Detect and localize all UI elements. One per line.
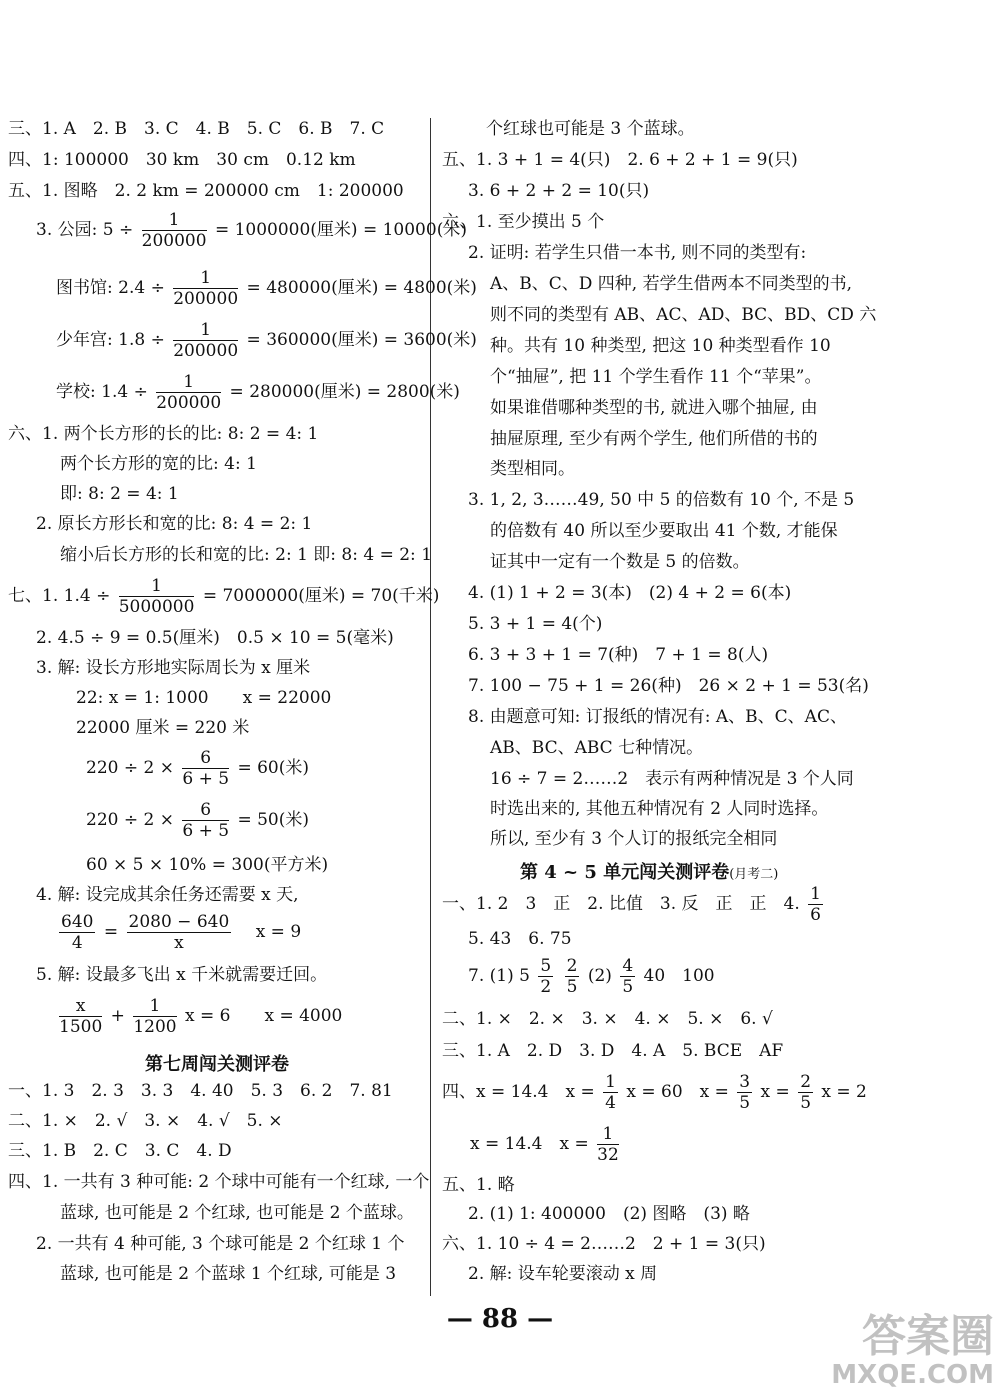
answer-line: 类型相同。 bbox=[490, 459, 575, 479]
numerator: 1 bbox=[173, 320, 238, 341]
expr-text: x = 6 x = 4000 bbox=[185, 1006, 343, 1026]
answer-line-fraction bbox=[56, 996, 342, 1037]
denominator: x bbox=[174, 933, 184, 953]
denominator: 32 bbox=[597, 1145, 619, 1165]
answer-line-fraction bbox=[86, 800, 309, 841]
numerator: 1 bbox=[173, 268, 238, 289]
answer-line: 所以, 至少有 3 个人订的报纸完全相同 bbox=[490, 829, 778, 849]
answer-line-fraction bbox=[8, 576, 439, 617]
answer-line: 种。共有 10 种类型, 把这 10 种类型看作 10 bbox=[490, 336, 831, 356]
answer-line: 二、1. × 2. √ 3. × 4. √ 5. × bbox=[8, 1111, 283, 1131]
numerator: 640 bbox=[61, 912, 94, 932]
denominator: 6 + 5 bbox=[182, 821, 230, 841]
answer-line: 三、1. A 2. B 3. C 4. B 5. C 6. B 7. C bbox=[8, 119, 385, 139]
answer-line: AB、BC、ABC 七种情况。 bbox=[490, 738, 704, 758]
heading-note: (月考二) bbox=[729, 867, 779, 882]
answer-line-fraction bbox=[56, 320, 477, 361]
answer-line: 22000 厘米 = 220 米 bbox=[76, 718, 250, 738]
answer-line: 三、1. A 2. D 3. D 4. A 5. BCE AF bbox=[442, 1041, 784, 1061]
expr-text: 七、1. 1.4 ÷ bbox=[8, 586, 111, 606]
answer-line: 5. 43 6. 75 bbox=[468, 929, 572, 949]
expr-text: 图书馆: 2.4 ÷ bbox=[56, 278, 165, 298]
expr-text: 3. 公园: 5 ÷ bbox=[36, 220, 134, 240]
expr-text: 学校: 1.4 ÷ bbox=[56, 382, 148, 402]
numerator: 2080 − 640 bbox=[128, 912, 230, 932]
fraction bbox=[173, 320, 238, 361]
watermark-logo bbox=[824, 1300, 994, 1390]
expr-text: = 60(米) bbox=[237, 758, 310, 778]
answer-line: 7. 100 − 75 + 1 = 26(种) 26 × 2 + 1 = 53(名) bbox=[468, 676, 869, 696]
answer-line: 六、1. 至少摸出 5 个 bbox=[442, 212, 605, 232]
answer-line-fraction bbox=[442, 884, 826, 925]
fraction bbox=[737, 1072, 752, 1113]
fraction bbox=[603, 1072, 618, 1113]
answer-line: 蓝球, 也可能是 2 个红球, 也可能是 2 个蓝球。 bbox=[60, 1203, 414, 1223]
answer-line-fraction bbox=[470, 1124, 622, 1165]
answer-line-fraction bbox=[36, 210, 467, 251]
numerator: 2 bbox=[800, 1072, 812, 1092]
denominator: 6 + 5 bbox=[182, 769, 230, 789]
answer-line-fraction bbox=[56, 912, 301, 953]
fraction bbox=[173, 268, 238, 309]
fraction bbox=[808, 884, 823, 925]
expr-text: 220 ÷ 2 × bbox=[86, 810, 174, 830]
numerator: 1 bbox=[133, 996, 176, 1017]
numerator: 2 bbox=[566, 956, 578, 976]
answer-line: 抽屉原理, 至少有两个学生, 他们所借的书的 bbox=[490, 429, 818, 449]
answer-line: 8. 由题意可知: 订报纸的情况有: A、B、C、AC、 bbox=[468, 707, 847, 727]
expr-text: = 280000(厘米) = 2800(米) bbox=[229, 382, 460, 402]
fraction bbox=[620, 956, 635, 997]
expr-text: = 360000(厘米) = 3600(米) bbox=[246, 330, 477, 350]
numerator: 1 bbox=[142, 210, 207, 231]
answer-line-fraction bbox=[442, 1072, 867, 1113]
answer-line: 个红球也可能是 3 个蓝球。 bbox=[486, 119, 695, 139]
denominator: 5 bbox=[622, 977, 634, 997]
denominator: 6 bbox=[810, 905, 821, 925]
numerator: 3 bbox=[739, 1072, 751, 1092]
answer-line: 五、1. 略 bbox=[442, 1175, 515, 1195]
answer-line: 四、1. 一共有 3 种可能: 2 个球中可能有一个红球, 一个 bbox=[8, 1172, 430, 1192]
denominator: 4 bbox=[605, 1093, 616, 1113]
answer-line: 一、1. 3 2. 3 3. 3 4. 40 5. 3 6. 2 7. 81 bbox=[8, 1081, 393, 1101]
answer-line: 二、1. × 2. × 3. × 4. × 5. × 6. √ bbox=[442, 1009, 773, 1029]
answer-line: 个“抽屉”, 把 11 个学生看作 11 个“苹果”。 bbox=[490, 367, 822, 387]
section-heading: 第七周闯关测评卷 bbox=[145, 1054, 289, 1075]
numerator: 1 bbox=[597, 1124, 619, 1145]
answer-line-fraction bbox=[86, 748, 309, 789]
answer-line: 两个长方形的宽的比: 4: 1 bbox=[60, 454, 257, 474]
numerator: 1 bbox=[119, 576, 195, 597]
answer-line: 4. (1) 1 + 2 = 3(本) (2) 4 + 2 = 6(本) bbox=[468, 583, 792, 603]
answer-line: 五、1. 图略 2. 2 km = 200000 cm 1: 200000 bbox=[8, 181, 404, 201]
answer-line: A、B、C、D 四种, 若学生借两本不同类型的书, bbox=[490, 274, 853, 294]
numerator: 5 bbox=[540, 956, 552, 976]
denominator: 5 bbox=[739, 1093, 751, 1113]
denominator: 2 bbox=[540, 977, 552, 997]
answer-line: 缩小后长方形的长和宽的比: 2: 1 即: 8: 4 = 2: 1 bbox=[60, 545, 433, 565]
answer-line-fraction bbox=[468, 956, 715, 997]
denominator: 1500 bbox=[59, 1017, 103, 1037]
expr-text: 四、x = 14.4 x = bbox=[442, 1082, 595, 1102]
expr-text: 220 ÷ 2 × bbox=[86, 758, 174, 778]
expr-text: = 50(米) bbox=[237, 810, 310, 830]
numerator: 6 bbox=[182, 748, 229, 769]
expr-text: x = 14.4 x = bbox=[470, 1134, 589, 1154]
fraction bbox=[597, 1124, 619, 1165]
denominator: 1200 bbox=[133, 1017, 177, 1037]
fraction bbox=[119, 576, 195, 617]
expr-text: = 480000(厘米) = 4800(米) bbox=[246, 278, 477, 298]
watermark-text: 答案圈 bbox=[862, 1311, 994, 1362]
denominator: 4 bbox=[71, 933, 83, 953]
answer-line: 六、1. 两个长方形的长的比: 8: 2 = 4: 1 bbox=[8, 424, 319, 444]
expr-text: 一、1. 2 3 正 2. 比值 3. 反 正 正 4. bbox=[442, 894, 800, 914]
answer-line: 2. (1) 1: 400000 (2) 图略 (3) 略 bbox=[468, 1204, 750, 1224]
answer-line: 如果谁借哪种类型的书, 就进入哪个抽屉, 由 bbox=[490, 398, 818, 418]
answer-line-fraction bbox=[56, 268, 477, 309]
numerator: 6 bbox=[182, 800, 229, 821]
answer-line: 则不同的类型有 AB、AC、AD、BC、BD、CD 六 bbox=[490, 305, 877, 325]
answer-line: 4. 解: 设完成其余任务还需要 x 天, bbox=[36, 885, 299, 905]
answer-line: 60 × 5 × 10% = 300(平方米) bbox=[86, 855, 329, 875]
expr-text: 40 100 bbox=[643, 966, 715, 986]
fraction bbox=[565, 956, 580, 997]
denominator: 5 bbox=[566, 977, 578, 997]
answer-line: 16 ÷ 7 = 2……2 表示有两种情况是 3 个人同 bbox=[490, 769, 854, 789]
answer-line: 6. 3 + 3 + 1 = 7(种) 7 + 1 = 8(人) bbox=[468, 645, 769, 665]
numerator: 1 bbox=[605, 1072, 616, 1092]
numerator: 1 bbox=[810, 884, 821, 904]
fraction bbox=[59, 912, 95, 953]
answer-line: 蓝球, 也可能是 2 个蓝球 1 个红球, 可能是 3 bbox=[60, 1264, 397, 1284]
section-heading bbox=[520, 858, 778, 884]
answer-line: 22: x = 1: 1000 x = 22000 bbox=[76, 688, 332, 708]
fraction bbox=[133, 996, 176, 1037]
denominator: 5 bbox=[800, 1093, 812, 1113]
answer-line: 时选出来的, 其他五种情况有 2 人同时选择。 bbox=[490, 799, 829, 819]
answer-line-fraction bbox=[56, 372, 460, 413]
answer-line: 3. 解: 设长方形地实际周长为 x 厘米 bbox=[36, 658, 311, 678]
answer-line: 四、1: 100000 30 km 30 cm 0.12 km bbox=[8, 150, 356, 170]
numerator: 1 bbox=[156, 372, 221, 393]
page-number: — 88 — bbox=[446, 1304, 554, 1334]
expr-text: 7. (1) 5 bbox=[468, 966, 530, 986]
answer-line: 三、1. B 2. C 3. C 4. D bbox=[8, 1141, 232, 1161]
answer-line: 2. 原长方形长和宽的比: 8: 4 = 2: 1 bbox=[36, 514, 313, 534]
fraction bbox=[142, 210, 207, 251]
answer-line: 3. 1, 2, 3……49, 50 中 5 的倍数有 10 个, 不是 5 bbox=[468, 490, 855, 510]
expr-text: = 1000000(厘米) = 10000(米) bbox=[214, 220, 467, 240]
expr-text: x = bbox=[760, 1082, 790, 1102]
answer-line: 2. 一共有 4 种可能, 3 个球可能是 2 个红球 1 个 bbox=[36, 1234, 405, 1254]
watermark-url: MXQE.COM bbox=[831, 1360, 994, 1390]
fraction bbox=[182, 800, 229, 841]
expr-text: x = 2 bbox=[821, 1082, 867, 1102]
expr-text: = bbox=[103, 922, 119, 942]
numerator: x bbox=[59, 996, 102, 1017]
fraction bbox=[182, 748, 229, 789]
denominator: 5000000 bbox=[118, 597, 195, 617]
denominator: 200000 bbox=[173, 341, 239, 361]
answer-line: 即: 8: 2 = 4: 1 bbox=[60, 484, 179, 504]
answer-line: 2. 解: 设车轮要滚动 x 周 bbox=[468, 1264, 658, 1284]
expr-text: + bbox=[110, 1006, 125, 1026]
expr-text: x = 60 x = bbox=[626, 1082, 729, 1102]
fraction bbox=[538, 956, 553, 997]
heading-text: 第 4 ~ 5 单元闯关测评卷 bbox=[520, 862, 730, 883]
fraction bbox=[127, 912, 232, 953]
answer-line: 5. 3 + 1 = 4(个) bbox=[468, 614, 603, 634]
denominator: 200000 bbox=[141, 231, 207, 251]
expr-text: (2) bbox=[587, 966, 612, 986]
expr-text: 少年宫: 1.8 ÷ bbox=[56, 330, 165, 350]
numerator: 4 bbox=[622, 956, 634, 976]
answer-line: 2. 证明: 若学生只借一本书, 则不同的类型有: bbox=[468, 243, 807, 263]
denominator: 200000 bbox=[156, 393, 222, 413]
answer-line: 3. 6 + 2 + 2 = 10(只) bbox=[468, 181, 650, 201]
denominator: 200000 bbox=[173, 289, 239, 309]
fraction bbox=[156, 372, 221, 413]
answer-line: 六、1. 10 ÷ 4 = 2……2 2 + 1 = 3(只) bbox=[442, 1234, 766, 1254]
answer-line: 的倍数有 40 所以至少要取出 41 个数, 才能保 bbox=[490, 521, 838, 541]
expr-text: = 7000000(厘米) = 70(千米) bbox=[202, 586, 440, 606]
answer-line: 5. 解: 设最多飞出 x 千米就需要迁回。 bbox=[36, 965, 328, 985]
fraction bbox=[798, 1072, 813, 1113]
fraction bbox=[59, 996, 102, 1037]
expr-text: x = 9 bbox=[255, 922, 302, 942]
answer-line: 证其中一定有一个数是 5 的倍数。 bbox=[490, 552, 750, 572]
answer-line: 2. 4.5 ÷ 9 = 0.5(厘米) 0.5 × 10 = 5(毫米) bbox=[36, 628, 394, 648]
answer-line: 五、1. 3 + 1 = 4(只) 2. 6 + 2 + 1 = 9(只) bbox=[442, 150, 798, 170]
